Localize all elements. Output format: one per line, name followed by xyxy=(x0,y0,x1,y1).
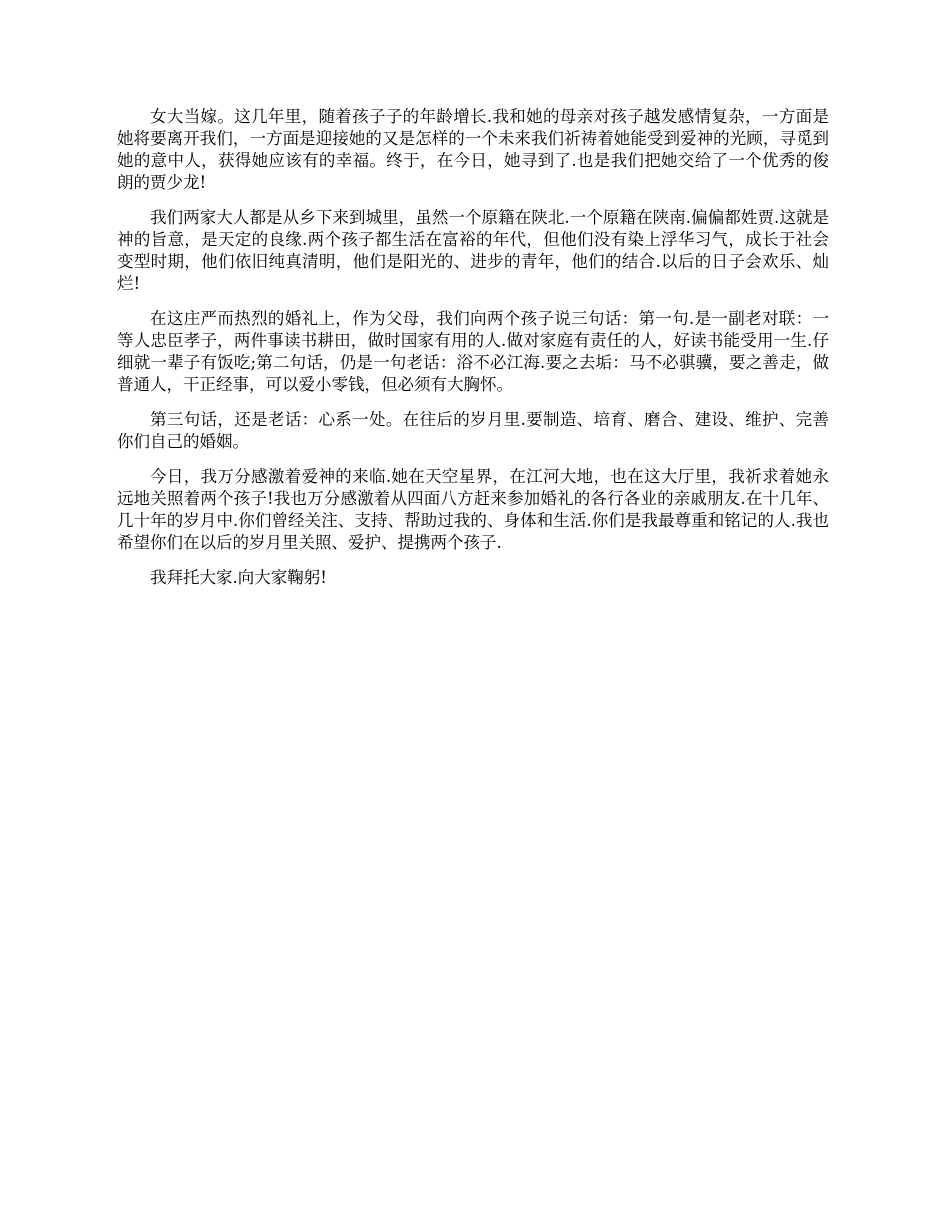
paragraph-2: 我们两家大人都是从乡下来到城里，虽然一个原籍在陕北.一个原籍在陕南.偏偏都姓贾.这就是神的旨意，是天定的良缘.两个孩子都生活在富裕的年代，但他们没有染上浮华习气，成长于社会变型时期，他们依旧纯真清明，他们是阳光的、进步的青年，他们的结合.以后的日子会欢乐、灿烂! xyxy=(117,208,829,293)
paragraph-4: 第三句话，还是老话：心系一处。在往后的岁月里.要制造、培育、磨合、建设、维护、完善你们自己的婚姻。 xyxy=(117,410,829,451)
paragraph-1: 女大当嫁。这几年里，随着孩子子的年龄增长.我和她的母亲对孩子越发感情复杂，一方面是她将要离开我们，一方面是迎接她的又是怎样的一个未来我们祈祷着她能受到爱神的光顾，寻觅到她的意中人，获得她应该有的幸福。终于，在今日，她寻到了.也是我们把她交给了一个优秀的俊朗的贾少龙! xyxy=(117,107,829,192)
document-body xyxy=(117,106,829,602)
paragraph-6: 我拜托大家.向大家鞠躬! xyxy=(150,568,327,587)
paragraph-3: 在这庄严而热烈的婚礼上，作为父母，我们向两个孩子说三句话：第一句.是一副老对联：一等人忠臣孝子，两件事读书耕田，做时国家有用的人.做对家庭有责任的人，好读书能受用一生.仔细就一辈子有饭吃;第二句话，仍是一句老话：浴不必江海.要之去垢：马不必骐骥，要之善走，做普通人，干正经事，可以爱小零钱，但必须有大胸怀。 xyxy=(117,309,829,394)
paragraph-5: 今日，我万分感激着爱神的来临.她在天空星界，在江河大地，也在这大厅里，我祈求着她永远地关照着两个孩子!我也万分感激着从四面八方赶来参加婚礼的各行各业的亲戚朋友.在十几年、几十年的岁月中.你们曾经关注、支持、帮助过我的、身体和生活.你们是我最尊重和铭记的人.我也希望你们在以后的岁月里关照、爱护、提携两个孩子. xyxy=(117,467,829,552)
